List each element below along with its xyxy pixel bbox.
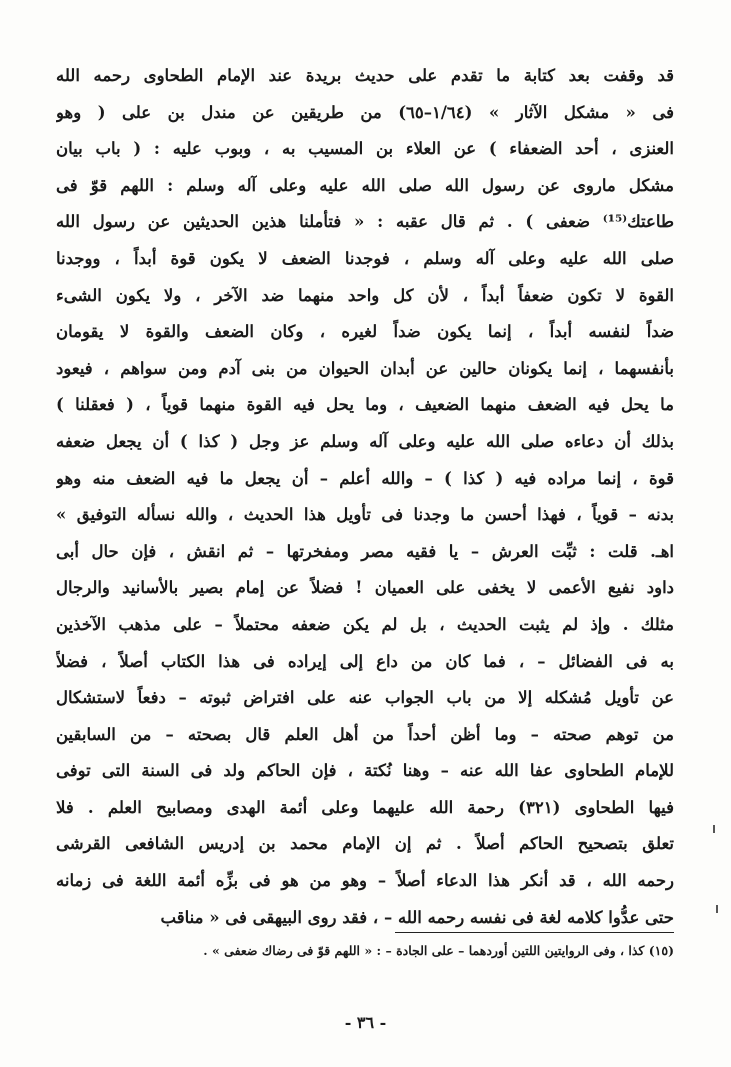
main-text [56, 58, 674, 936]
text-line: قوة ، إنما مراده فيه ( كذا ) – والله أعلم – أن يجعل ما فيه الضعف منه وهو [56, 468, 674, 488]
footnote: (١٥) كذا ، وفى الروايتين اللتين أوردهما – على الجادة – : « اللهم قوّ فى رضاك ضعفى » . [203, 943, 674, 958]
text-line: داود نفيع الأعمى لا يخفى على العميان ! فضلاً عن إمام بصير بالأسانيد والرجال [56, 578, 674, 598]
text-line: للإمام الطحاوى عفا الله عنه – وهنا نُكتة ، فإن الحاكم ولد فى السنة التى توفى [56, 761, 674, 781]
text-line: حتى عدُّوا كلامه لغة فى نفسه رحمه الله – ، فقد روى البيهقى فى « مناقب [160, 907, 674, 927]
text-line: به فى الفضائل – ، فما كان من داع إلى إيراده فى هذا الكتاب أصلاً ، فضلاً [56, 651, 674, 671]
text-line: طاعتك⁽¹⁵⁾ ضعفى ) . ثم قال عقبه : « فتأملنا هذين الحديثين عن رسول الله [56, 212, 674, 232]
margin-mark [716, 905, 718, 913]
text-line: فيها الطحاوى (٣٢١) رحمة الله عليهما وعلى أئمة الهدى ومصابيح العلم . فلا [56, 797, 674, 817]
text-line: اهـ. قلت : ثبِّت العرش – يا فقيه مصر ومفخرتها – ثم انقش ، فإن حال أبى [56, 541, 674, 561]
text-line: ضداً لنفسه أبداً ، إنما يكون ضداً لغيره ، وكان الضعف والقوة لا يقومان [56, 322, 674, 342]
text-line: مثلك . وإذ لم يثبت الحديث ، بل لم يكن ضعفه محتملاً – على مذهب الآخذين [56, 614, 674, 634]
text-line: القوة لا تكون ضعفاً أبداً ، لأن كل واحد منهما ضد الآخر ، ولا يكون الشىء [56, 285, 674, 305]
text-line: فى « مشكل الآثار » (١/٦٤–٦٥) من طريقين عن مندل بن على ( وهو [56, 102, 674, 122]
text-line: ما يحل فيه الضعف منهما الضعيف ، وما يحل فيه القوة منهما قوياً ، ( فعقلنا ) [56, 395, 674, 415]
page-number: - ٣٦ - [344, 1013, 387, 1032]
text-line: مشكل ماروى عن رسول الله صلى الله عليه وعلى آله وسلم : اللهم قوّ فى [56, 175, 674, 195]
footnote-divider [395, 932, 674, 933]
text-line: رحمه الله ، قد أنكر هذا الدعاء أصلاً – وهو من هو فى بزِّه أئمة اللغة فى زمانه [56, 871, 674, 891]
margin-mark [713, 825, 715, 833]
text-line: بذلك أن دعاءه صلى الله عليه وعلى آله وسلم عز وجل ( كذا ) أن يجعل ضعفه [56, 431, 674, 451]
text-line: بأنفسهما ، إنما يكونان حالين عن أبدان الحيوان من بنى آدم ومن سواهم ، فيعود [56, 358, 674, 378]
text-line: قد وقفت بعد كتابة ما تقدم على حديث بريدة عند الإمام الطحاوى رحمه الله [56, 66, 674, 85]
text-line: صلى الله عليه وعلى آله وسلم ، فوجدنا الضعف لا يكون قوة أبداً ، ووجدنا [56, 248, 674, 268]
text-line: تعلق بتصحيح الحاكم أصلاً . ثم إن الإمام محمد بن إدريس الشافعى القرشى [56, 834, 674, 854]
text-line: عن تأويل مُشكله إلا من باب الجواب عنه على افتراض ثبوته – دفعاً لاستشكال [56, 688, 674, 708]
text-line: من توهم صحته – وما أظن أحداً من أهل العلم قال بصحته – من السابقين [56, 724, 674, 744]
text-line: بدنه – قوياً ، فهذا أحسن ما وجدنا فى تأويل هذا الحديث ، والله نسأله التوفيق » [56, 505, 674, 525]
text-line: العنزى ، أحد الضعفاء ) عن العلاء بن المسيب به ، وبوب عليه : ( باب بيان [56, 139, 674, 159]
